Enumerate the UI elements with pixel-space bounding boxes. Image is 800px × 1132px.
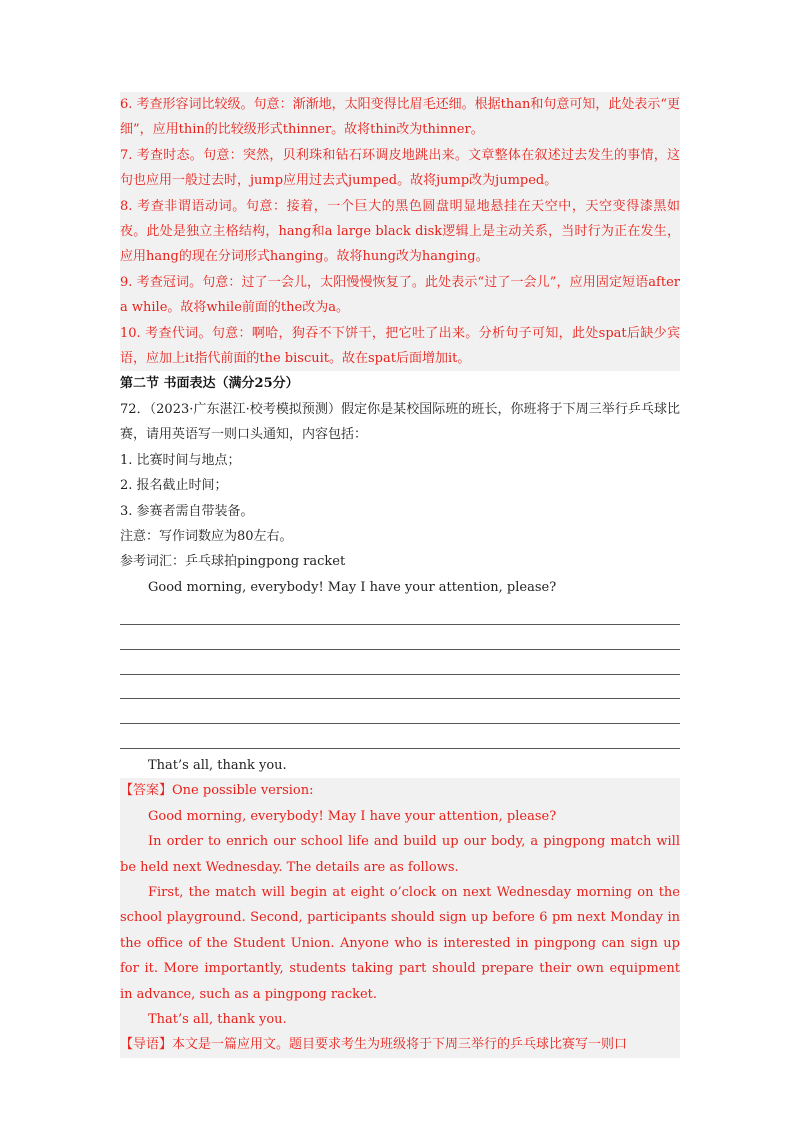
task-point-2: 2. 报名截止时间；	[120, 478, 228, 494]
task-point-3: 3. 参赛者需自带装备。	[120, 503, 254, 519]
guide-paragraph	[120, 1032, 680, 1057]
task-vocab: 参考词汇：乒乓球拍pingpong racket	[120, 554, 346, 570]
writing-line	[120, 650, 680, 675]
answer-paragraph: Good morning, everybody! May I have your attention, please?	[148, 808, 557, 824]
answer-paragraph: That’s all, thank you.	[148, 1011, 287, 1027]
task-closing: That’s all, thank you.	[148, 757, 287, 773]
answer-paragraph: First, the match will begin at eight o’clock on next Wednesday morning on the school playground. Second, participants should sign up before 6 pm next Monday in the office of the Student Union. Anyone who is interested in pingpong can sign up for it. More importantly, students taking part should prepare their own equipment in advance, such as a pingpong racket.	[120, 884, 680, 1002]
answer-label: 【答案】	[120, 783, 173, 799]
document-content	[120, 92, 680, 1058]
explanation-item-6: 6. 考查形容词比较级。句意：渐渐地，太阳变得比眉毛还细。根据than和句意可知，此处表示“更细”，应用thin的比较级形式thinner。故将thin改为thinner。	[120, 97, 680, 138]
writing-line	[120, 675, 680, 700]
writing-line	[120, 625, 680, 650]
explanations-block	[120, 92, 680, 371]
section-heading: 第二节 书面表达（满分25分）	[120, 376, 299, 392]
guide-label: 【导语】	[120, 1037, 173, 1053]
task-question: 72．（2023·广东湛江·校考模拟预测）假定你是某校国际班的班长，你班将于下周三举行乒乓球比赛，请用英语写一则口头通知，内容包括：	[120, 401, 680, 443]
answer-block	[120, 778, 680, 1057]
explanation-item-8: 8. 考查非谓语动词。句意：接着，一个巨大的黑色圆盘明显地悬挂在天空中，天空变得漆黑如夜。此处是独立主格结构，hang和a large black disk逻辑上是主动关系，当时行为正在发生，应用hang的现在分词形式hanging。故将hung改为hanging。	[120, 198, 680, 265]
answer-paragraph: In order to enrich our school life and build up our body, a pingpong match will be held next Wednesday. The details are as follows.	[120, 834, 680, 875]
explanation-item-9: 9. 考查冠词。句意：过了一会儿，太阳慢慢恢复了。此处表示“过了一会儿”，应用固定短语after a while。故将while前面的the改为a。	[120, 274, 680, 316]
explanation-item-10: 10. 考查代词。句意：啊哈，狗吞不下饼干，把它吐了出来。分析句子可知，此处spat后缺少宾语，应加上it指代前面的the biscuit。故在spat后面增加it。	[120, 325, 680, 367]
answer-header	[120, 778, 680, 803]
task-opening: Good morning, everybody! May I have your attention, please?	[148, 579, 557, 595]
guide-text: 本文是一篇应用文。题目要求考生为班级将于下周三举行的乒乓球比赛写一则口	[172, 1037, 628, 1053]
answer-writing-lines	[120, 600, 680, 749]
task-block	[120, 397, 680, 600]
writing-line	[120, 699, 680, 724]
task-point-1: 1. 比赛时间与地点；	[120, 452, 241, 468]
writing-line	[120, 724, 680, 749]
explanation-item-7: 7. 考查时态。句意：突然，贝利珠和钻石环调皮地跳出来。文章整体在叙述过去发生的事情，这句也应用一般过去时，jump应用过去式jumped。故将jump改为jumped。	[120, 147, 680, 189]
task-note: 注意：写作词数应为80左右。	[120, 528, 293, 544]
writing-line	[120, 600, 680, 625]
answer-intro: One possible version:	[172, 783, 314, 799]
